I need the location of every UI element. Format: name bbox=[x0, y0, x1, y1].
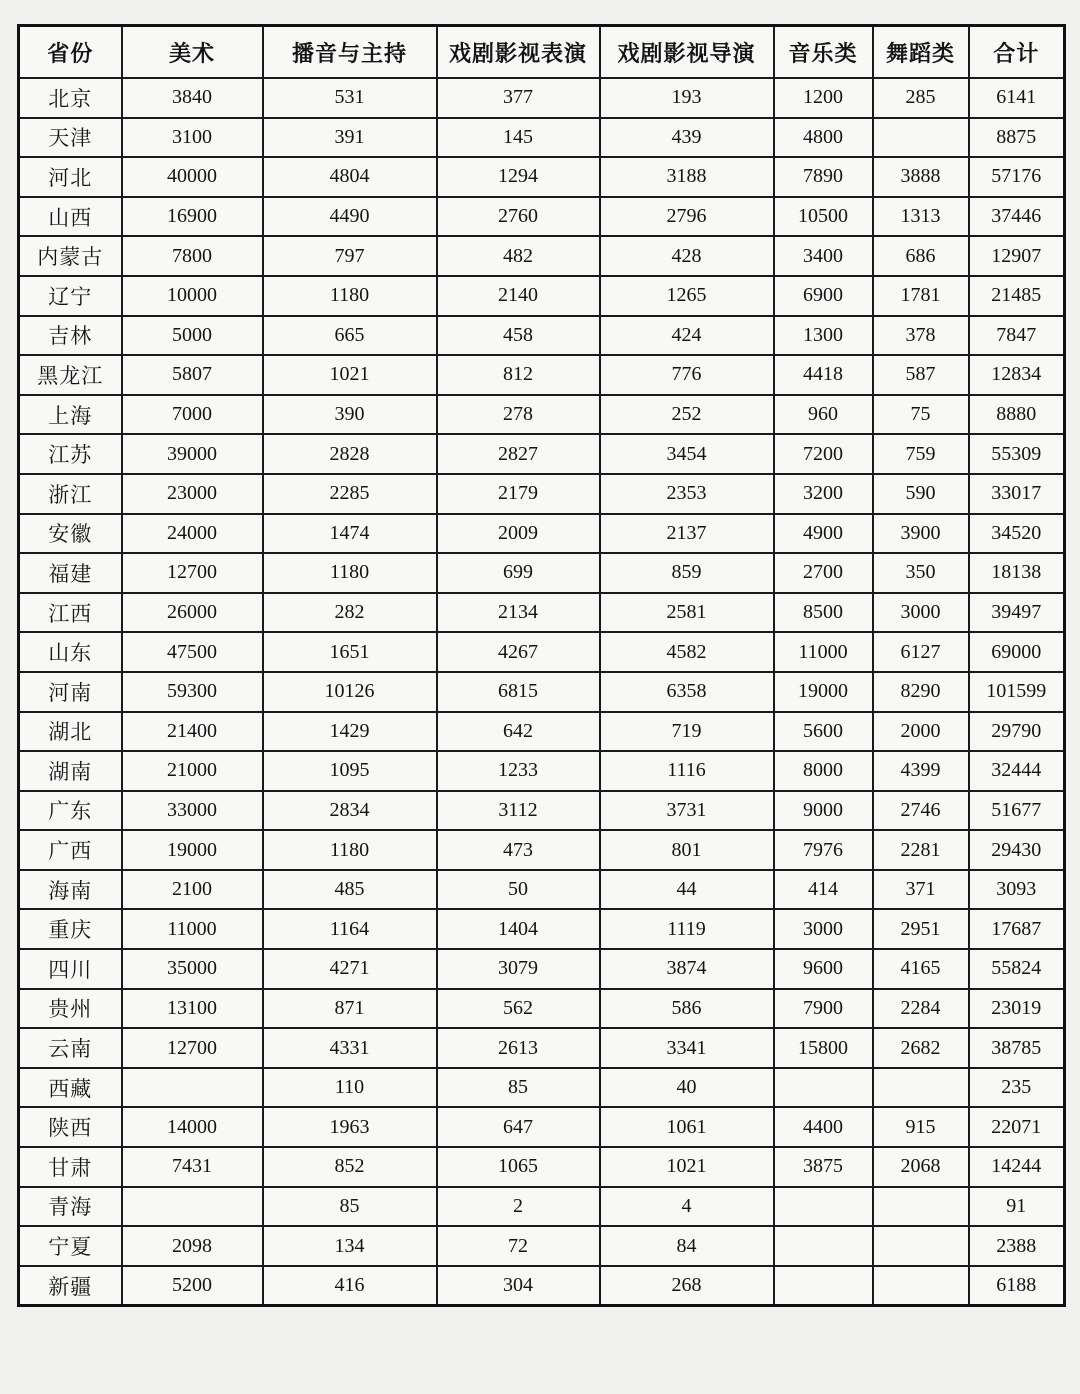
value-cell: 22071 bbox=[969, 1107, 1065, 1147]
value-cell: 3188 bbox=[600, 157, 774, 197]
value-cell: 37446 bbox=[969, 197, 1065, 237]
value-cell: 2827 bbox=[437, 434, 600, 474]
value-cell: 7431 bbox=[122, 1147, 263, 1187]
value-cell: 2951 bbox=[873, 909, 969, 949]
table-row bbox=[19, 118, 1065, 158]
value-cell: 5000 bbox=[122, 316, 263, 356]
value-cell: 439 bbox=[600, 118, 774, 158]
value-cell: 686 bbox=[873, 236, 969, 276]
value-cell: 3000 bbox=[873, 593, 969, 633]
value-cell bbox=[873, 1266, 969, 1306]
value-cell: 75 bbox=[873, 395, 969, 435]
value-cell: 12834 bbox=[969, 355, 1065, 395]
value-cell bbox=[122, 1068, 263, 1108]
province-name-cell: 广东 bbox=[19, 791, 122, 831]
column-header-2: 播音与主持 bbox=[263, 26, 437, 79]
value-cell: 1180 bbox=[263, 276, 437, 316]
value-cell: 1474 bbox=[263, 514, 437, 554]
table-row bbox=[19, 791, 1065, 831]
value-cell: 2828 bbox=[263, 434, 437, 474]
table-row bbox=[19, 553, 1065, 593]
province-name-cell: 甘肃 bbox=[19, 1147, 122, 1187]
value-cell: 18138 bbox=[969, 553, 1065, 593]
value-cell: 85 bbox=[437, 1068, 600, 1108]
table-row bbox=[19, 989, 1065, 1029]
value-cell: 1119 bbox=[600, 909, 774, 949]
province-name-cell: 重庆 bbox=[19, 909, 122, 949]
value-cell: 134 bbox=[263, 1226, 437, 1266]
value-cell: 8000 bbox=[774, 751, 873, 791]
value-cell: 699 bbox=[437, 553, 600, 593]
value-cell: 5600 bbox=[774, 712, 873, 752]
value-cell: 193 bbox=[600, 78, 774, 118]
value-cell: 2284 bbox=[873, 989, 969, 1029]
value-cell: 9600 bbox=[774, 949, 873, 989]
value-cell: 1200 bbox=[774, 78, 873, 118]
value-cell: 1294 bbox=[437, 157, 600, 197]
value-cell: 1651 bbox=[263, 632, 437, 672]
value-cell bbox=[873, 118, 969, 158]
value-cell: 3875 bbox=[774, 1147, 873, 1187]
value-cell: 38785 bbox=[969, 1028, 1065, 1068]
value-cell: 647 bbox=[437, 1107, 600, 1147]
province-name-cell: 天津 bbox=[19, 118, 122, 158]
table-row bbox=[19, 1187, 1065, 1227]
value-cell bbox=[774, 1187, 873, 1227]
value-cell: 47500 bbox=[122, 632, 263, 672]
value-cell: 2009 bbox=[437, 514, 600, 554]
value-cell: 278 bbox=[437, 395, 600, 435]
value-cell: 16900 bbox=[122, 197, 263, 237]
value-cell: 377 bbox=[437, 78, 600, 118]
province-name-cell: 上海 bbox=[19, 395, 122, 435]
value-cell: 29430 bbox=[969, 830, 1065, 870]
table-row bbox=[19, 355, 1065, 395]
value-cell: 1065 bbox=[437, 1147, 600, 1187]
value-cell: 2179 bbox=[437, 474, 600, 514]
value-cell: 2134 bbox=[437, 593, 600, 633]
table-row bbox=[19, 1107, 1065, 1147]
value-cell: 587 bbox=[873, 355, 969, 395]
value-cell: 414 bbox=[774, 870, 873, 910]
table-row bbox=[19, 395, 1065, 435]
province-name-cell: 辽宁 bbox=[19, 276, 122, 316]
value-cell: 24000 bbox=[122, 514, 263, 554]
province-name-cell: 陕西 bbox=[19, 1107, 122, 1147]
value-cell: 12700 bbox=[122, 1028, 263, 1068]
value-cell: 33000 bbox=[122, 791, 263, 831]
value-cell: 3731 bbox=[600, 791, 774, 831]
value-cell: 6127 bbox=[873, 632, 969, 672]
value-cell: 1313 bbox=[873, 197, 969, 237]
value-cell: 5200 bbox=[122, 1266, 263, 1306]
value-cell: 6141 bbox=[969, 78, 1065, 118]
value-cell: 7800 bbox=[122, 236, 263, 276]
value-cell: 1963 bbox=[263, 1107, 437, 1147]
province-name-cell: 山西 bbox=[19, 197, 122, 237]
value-cell: 85 bbox=[263, 1187, 437, 1227]
table-row bbox=[19, 632, 1065, 672]
value-cell: 2746 bbox=[873, 791, 969, 831]
value-cell: 2285 bbox=[263, 474, 437, 514]
value-cell: 2353 bbox=[600, 474, 774, 514]
table-body bbox=[19, 78, 1065, 1306]
value-cell: 51677 bbox=[969, 791, 1065, 831]
province-name-cell: 新疆 bbox=[19, 1266, 122, 1306]
value-cell: 390 bbox=[263, 395, 437, 435]
value-cell: 642 bbox=[437, 712, 600, 752]
value-cell: 5807 bbox=[122, 355, 263, 395]
value-cell: 285 bbox=[873, 78, 969, 118]
value-cell: 812 bbox=[437, 355, 600, 395]
value-cell: 4900 bbox=[774, 514, 873, 554]
value-cell: 2281 bbox=[873, 830, 969, 870]
table-row bbox=[19, 909, 1065, 949]
province-name-cell: 河南 bbox=[19, 672, 122, 712]
value-cell: 4399 bbox=[873, 751, 969, 791]
column-header-3: 戏剧影视表演 bbox=[437, 26, 600, 79]
value-cell: 21400 bbox=[122, 712, 263, 752]
value-cell: 719 bbox=[600, 712, 774, 752]
value-cell: 14000 bbox=[122, 1107, 263, 1147]
value-cell: 7000 bbox=[122, 395, 263, 435]
value-cell: 2700 bbox=[774, 553, 873, 593]
value-cell: 3454 bbox=[600, 434, 774, 474]
table-row bbox=[19, 870, 1065, 910]
value-cell: 26000 bbox=[122, 593, 263, 633]
value-cell: 110 bbox=[263, 1068, 437, 1108]
table-row bbox=[19, 434, 1065, 474]
value-cell: 8290 bbox=[873, 672, 969, 712]
value-cell: 8500 bbox=[774, 593, 873, 633]
province-art-exam-table bbox=[17, 24, 1066, 1307]
stats-table-container bbox=[17, 24, 1066, 1307]
table-row bbox=[19, 1147, 1065, 1187]
value-cell: 1095 bbox=[263, 751, 437, 791]
value-cell: 6358 bbox=[600, 672, 774, 712]
value-cell: 378 bbox=[873, 316, 969, 356]
value-cell: 2137 bbox=[600, 514, 774, 554]
value-cell: 485 bbox=[263, 870, 437, 910]
table-row bbox=[19, 1226, 1065, 1266]
value-cell: 7900 bbox=[774, 989, 873, 1029]
value-cell: 859 bbox=[600, 553, 774, 593]
table-row bbox=[19, 712, 1065, 752]
value-cell: 2 bbox=[437, 1187, 600, 1227]
value-cell: 23000 bbox=[122, 474, 263, 514]
value-cell: 350 bbox=[873, 553, 969, 593]
value-cell bbox=[873, 1068, 969, 1108]
value-cell: 6815 bbox=[437, 672, 600, 712]
province-name-cell: 青海 bbox=[19, 1187, 122, 1227]
province-name-cell: 北京 bbox=[19, 78, 122, 118]
value-cell: 3840 bbox=[122, 78, 263, 118]
table-row bbox=[19, 236, 1065, 276]
value-cell: 50 bbox=[437, 870, 600, 910]
value-cell: 3200 bbox=[774, 474, 873, 514]
value-cell: 4418 bbox=[774, 355, 873, 395]
value-cell: 3000 bbox=[774, 909, 873, 949]
province-name-cell: 江苏 bbox=[19, 434, 122, 474]
value-cell: 3900 bbox=[873, 514, 969, 554]
value-cell: 4165 bbox=[873, 949, 969, 989]
table-header bbox=[19, 26, 1065, 79]
value-cell: 6188 bbox=[969, 1266, 1065, 1306]
value-cell: 7890 bbox=[774, 157, 873, 197]
province-name-cell: 福建 bbox=[19, 553, 122, 593]
value-cell: 1300 bbox=[774, 316, 873, 356]
value-cell: 2760 bbox=[437, 197, 600, 237]
value-cell: 2796 bbox=[600, 197, 774, 237]
value-cell: 4271 bbox=[263, 949, 437, 989]
value-cell: 960 bbox=[774, 395, 873, 435]
table-row bbox=[19, 751, 1065, 791]
province-name-cell: 贵州 bbox=[19, 989, 122, 1029]
value-cell: 1061 bbox=[600, 1107, 774, 1147]
table-row bbox=[19, 1028, 1065, 1068]
value-cell: 72 bbox=[437, 1226, 600, 1266]
value-cell bbox=[774, 1226, 873, 1266]
value-cell: 11000 bbox=[122, 909, 263, 949]
value-cell: 2098 bbox=[122, 1226, 263, 1266]
value-cell: 586 bbox=[600, 989, 774, 1029]
province-name-cell: 四川 bbox=[19, 949, 122, 989]
value-cell: 6900 bbox=[774, 276, 873, 316]
value-cell: 101599 bbox=[969, 672, 1065, 712]
value-cell: 590 bbox=[873, 474, 969, 514]
value-cell: 4 bbox=[600, 1187, 774, 1227]
value-cell: 2068 bbox=[873, 1147, 969, 1187]
value-cell: 482 bbox=[437, 236, 600, 276]
value-cell: 84 bbox=[600, 1226, 774, 1266]
value-cell bbox=[774, 1068, 873, 1108]
column-header-7: 合计 bbox=[969, 26, 1065, 79]
table-row bbox=[19, 316, 1065, 356]
value-cell: 7200 bbox=[774, 434, 873, 474]
value-cell: 33017 bbox=[969, 474, 1065, 514]
province-name-cell: 吉林 bbox=[19, 316, 122, 356]
value-cell: 35000 bbox=[122, 949, 263, 989]
value-cell: 57176 bbox=[969, 157, 1065, 197]
province-name-cell: 湖北 bbox=[19, 712, 122, 752]
value-cell: 428 bbox=[600, 236, 774, 276]
province-name-cell: 宁夏 bbox=[19, 1226, 122, 1266]
table-row bbox=[19, 1068, 1065, 1108]
value-cell: 797 bbox=[263, 236, 437, 276]
value-cell: 4331 bbox=[263, 1028, 437, 1068]
value-cell: 2613 bbox=[437, 1028, 600, 1068]
value-cell: 3093 bbox=[969, 870, 1065, 910]
value-cell: 29790 bbox=[969, 712, 1065, 752]
value-cell: 32444 bbox=[969, 751, 1065, 791]
value-cell: 34520 bbox=[969, 514, 1065, 554]
value-cell: 40 bbox=[600, 1068, 774, 1108]
value-cell: 4400 bbox=[774, 1107, 873, 1147]
value-cell: 1265 bbox=[600, 276, 774, 316]
value-cell: 759 bbox=[873, 434, 969, 474]
value-cell bbox=[873, 1187, 969, 1227]
value-cell: 1164 bbox=[263, 909, 437, 949]
table-row bbox=[19, 593, 1065, 633]
value-cell: 2100 bbox=[122, 870, 263, 910]
value-cell: 282 bbox=[263, 593, 437, 633]
column-header-6: 舞蹈类 bbox=[873, 26, 969, 79]
table-row bbox=[19, 197, 1065, 237]
value-cell: 3079 bbox=[437, 949, 600, 989]
table-row bbox=[19, 78, 1065, 118]
value-cell bbox=[774, 1266, 873, 1306]
province-name-cell: 云南 bbox=[19, 1028, 122, 1068]
value-cell: 10500 bbox=[774, 197, 873, 237]
province-name-cell: 海南 bbox=[19, 870, 122, 910]
value-cell: 1781 bbox=[873, 276, 969, 316]
value-cell: 1021 bbox=[600, 1147, 774, 1187]
column-header-0: 省份 bbox=[19, 26, 122, 79]
value-cell: 852 bbox=[263, 1147, 437, 1187]
value-cell: 304 bbox=[437, 1266, 600, 1306]
value-cell: 4804 bbox=[263, 157, 437, 197]
value-cell: 2834 bbox=[263, 791, 437, 831]
province-name-cell: 河北 bbox=[19, 157, 122, 197]
table-row bbox=[19, 514, 1065, 554]
value-cell: 1180 bbox=[263, 830, 437, 870]
value-cell: 3112 bbox=[437, 791, 600, 831]
value-cell: 416 bbox=[263, 1266, 437, 1306]
table-header-row bbox=[19, 26, 1065, 79]
value-cell: 665 bbox=[263, 316, 437, 356]
value-cell: 1021 bbox=[263, 355, 437, 395]
value-cell: 531 bbox=[263, 78, 437, 118]
value-cell: 473 bbox=[437, 830, 600, 870]
value-cell: 7976 bbox=[774, 830, 873, 870]
province-name-cell: 黑龙江 bbox=[19, 355, 122, 395]
value-cell: 55824 bbox=[969, 949, 1065, 989]
value-cell: 23019 bbox=[969, 989, 1065, 1029]
table-row bbox=[19, 157, 1065, 197]
value-cell: 235 bbox=[969, 1068, 1065, 1108]
value-cell: 2140 bbox=[437, 276, 600, 316]
value-cell: 4490 bbox=[263, 197, 437, 237]
value-cell: 4582 bbox=[600, 632, 774, 672]
value-cell: 13100 bbox=[122, 989, 263, 1029]
value-cell: 391 bbox=[263, 118, 437, 158]
value-cell: 8875 bbox=[969, 118, 1065, 158]
value-cell: 1180 bbox=[263, 553, 437, 593]
value-cell: 15800 bbox=[774, 1028, 873, 1068]
value-cell: 21485 bbox=[969, 276, 1065, 316]
value-cell: 2581 bbox=[600, 593, 774, 633]
value-cell: 10000 bbox=[122, 276, 263, 316]
province-name-cell: 内蒙古 bbox=[19, 236, 122, 276]
value-cell: 424 bbox=[600, 316, 774, 356]
value-cell: 11000 bbox=[774, 632, 873, 672]
value-cell: 2388 bbox=[969, 1226, 1065, 1266]
value-cell: 1233 bbox=[437, 751, 600, 791]
value-cell: 39497 bbox=[969, 593, 1065, 633]
value-cell: 3341 bbox=[600, 1028, 774, 1068]
value-cell: 562 bbox=[437, 989, 600, 1029]
value-cell: 252 bbox=[600, 395, 774, 435]
value-cell: 1429 bbox=[263, 712, 437, 752]
value-cell: 2000 bbox=[873, 712, 969, 752]
value-cell: 12907 bbox=[969, 236, 1065, 276]
province-name-cell: 山东 bbox=[19, 632, 122, 672]
value-cell: 145 bbox=[437, 118, 600, 158]
table-row bbox=[19, 830, 1065, 870]
value-cell: 55309 bbox=[969, 434, 1065, 474]
value-cell: 9000 bbox=[774, 791, 873, 831]
value-cell: 91 bbox=[969, 1187, 1065, 1227]
value-cell: 2682 bbox=[873, 1028, 969, 1068]
value-cell: 1404 bbox=[437, 909, 600, 949]
value-cell: 458 bbox=[437, 316, 600, 356]
value-cell bbox=[873, 1226, 969, 1266]
value-cell: 8880 bbox=[969, 395, 1065, 435]
value-cell: 1116 bbox=[600, 751, 774, 791]
value-cell: 12700 bbox=[122, 553, 263, 593]
value-cell: 10126 bbox=[263, 672, 437, 712]
value-cell: 871 bbox=[263, 989, 437, 1029]
column-header-1: 美术 bbox=[122, 26, 263, 79]
value-cell: 3874 bbox=[600, 949, 774, 989]
table-row bbox=[19, 276, 1065, 316]
value-cell: 39000 bbox=[122, 434, 263, 474]
table-row bbox=[19, 474, 1065, 514]
value-cell: 44 bbox=[600, 870, 774, 910]
value-cell: 268 bbox=[600, 1266, 774, 1306]
value-cell: 19000 bbox=[774, 672, 873, 712]
value-cell: 371 bbox=[873, 870, 969, 910]
province-name-cell: 浙江 bbox=[19, 474, 122, 514]
value-cell: 40000 bbox=[122, 157, 263, 197]
value-cell: 3100 bbox=[122, 118, 263, 158]
value-cell: 59300 bbox=[122, 672, 263, 712]
province-name-cell: 西藏 bbox=[19, 1068, 122, 1108]
column-header-5: 音乐类 bbox=[774, 26, 873, 79]
value-cell: 17687 bbox=[969, 909, 1065, 949]
province-name-cell: 安徽 bbox=[19, 514, 122, 554]
table-row bbox=[19, 1266, 1065, 1306]
value-cell: 3400 bbox=[774, 236, 873, 276]
value-cell: 3888 bbox=[873, 157, 969, 197]
value-cell bbox=[122, 1187, 263, 1227]
table-row bbox=[19, 949, 1065, 989]
value-cell: 915 bbox=[873, 1107, 969, 1147]
value-cell: 7847 bbox=[969, 316, 1065, 356]
province-name-cell: 广西 bbox=[19, 830, 122, 870]
column-header-4: 戏剧影视导演 bbox=[600, 26, 774, 79]
value-cell: 4800 bbox=[774, 118, 873, 158]
value-cell: 19000 bbox=[122, 830, 263, 870]
value-cell: 776 bbox=[600, 355, 774, 395]
value-cell: 69000 bbox=[969, 632, 1065, 672]
value-cell: 14244 bbox=[969, 1147, 1065, 1187]
value-cell: 801 bbox=[600, 830, 774, 870]
province-name-cell: 江西 bbox=[19, 593, 122, 633]
value-cell: 21000 bbox=[122, 751, 263, 791]
value-cell: 4267 bbox=[437, 632, 600, 672]
table-row bbox=[19, 672, 1065, 712]
province-name-cell: 湖南 bbox=[19, 751, 122, 791]
